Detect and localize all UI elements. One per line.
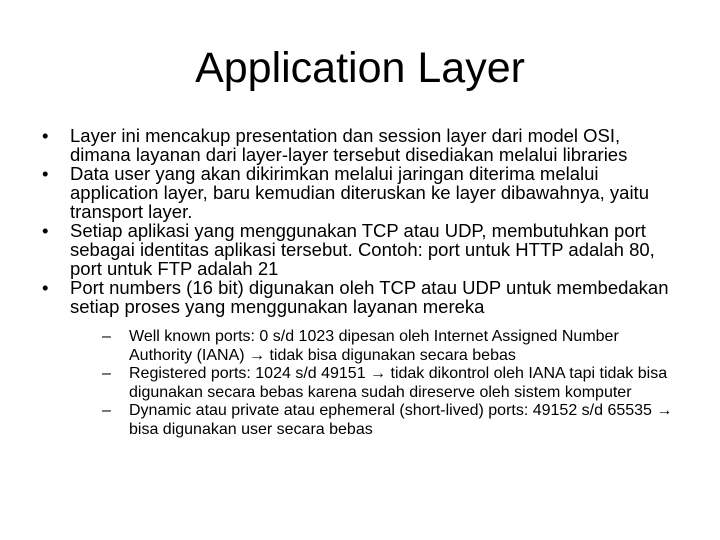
sub-bullet-marker: – [102, 365, 111, 382]
sub-bullet-text: Dynamic atau private atau ephemeral (short-lived) ports: 49152 s/d 65535 → bisa digunakan user secara bebas [129, 402, 673, 438]
bullet-list [42, 126, 682, 439]
sub-bullet-item [102, 328, 682, 365]
bullet-item [42, 164, 682, 221]
sub-bullet-item [102, 402, 682, 439]
sub-bullet-text: Well known ports: 0 s/d 1023 dipesan oleh Internet Assigned Number Authority (IANA) → tidak bisa digunakan secara bebas [129, 328, 619, 364]
bullet-text: Layer ini mencakup presentation dan session layer dari model OSI, dimana layanan dari layer-layer tersebut disediakan melalui libraries [70, 125, 628, 165]
sub-bullet-text: Registered ports: 1024 s/d 49151 → tidak dikontrol oleh IANA tapi tidak bisa digunakan secara bebas karena sudah direserve oleh sistem komputer [129, 365, 668, 401]
sub-bullet-item [102, 365, 682, 402]
bullet-marker: • [42, 163, 49, 184]
sub-bullet-list [70, 328, 682, 439]
bullet-marker: • [42, 277, 49, 298]
bullet-text: Port numbers (16 bit) digunakan oleh TCP atau UDP untuk membedakan setiap proses yang menggunakan layanan mereka [70, 277, 669, 317]
bullet-marker: • [42, 125, 49, 146]
bullet-text: Setiap aplikasi yang menggunakan TCP atau UDP, membutuhkan port sebagai identitas aplikasi tersebut. Contoh: port untuk HTTP adalah 80, port untuk FTP adalah 21 [70, 220, 655, 279]
sub-bullet-marker: – [102, 402, 111, 419]
bullet-item [42, 221, 682, 278]
sub-bullet-marker: – [102, 328, 111, 345]
slide-title: Application Layer [195, 44, 525, 92]
bullet-item [42, 278, 682, 439]
bullet-item [42, 126, 682, 164]
bullet-marker: • [42, 220, 49, 241]
bullet-text: Data user yang akan dikirimkan melalui jaringan diterima melalui application layer, baru kemudian diteruskan ke layer dibawahnya, yaitu transport layer. [70, 163, 649, 222]
